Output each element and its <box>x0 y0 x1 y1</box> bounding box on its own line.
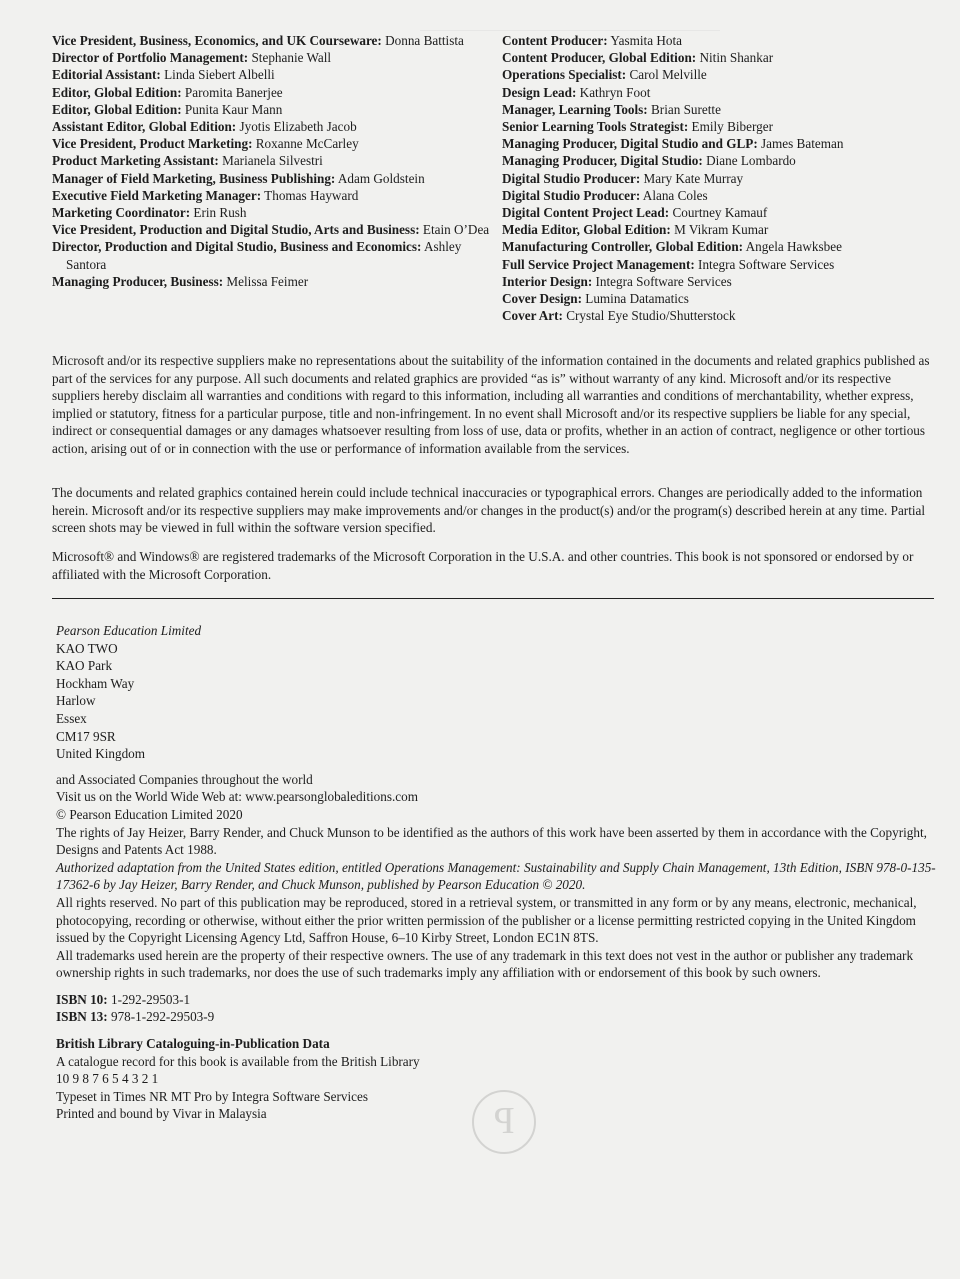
credit-role: Cover Art: <box>502 308 563 324</box>
credit-entry <box>502 307 922 324</box>
cip-text: A catalogue record for this book is available from the British Library <box>56 1053 420 1069</box>
credit-entry <box>502 170 922 187</box>
credit-entry <box>502 101 922 118</box>
credit-role: Director, Production and Digital Studio, Business and Economics: <box>52 239 422 255</box>
credit-entry <box>502 32 922 49</box>
credit-role: Vice President, Product Marketing: <box>52 136 253 152</box>
production-credits <box>52 32 922 324</box>
credit-name: Emily Biberger <box>688 119 773 135</box>
microsoft-disclaimer: Microsoft and/or its respective suppliers make no representations about the suitability of the information contained in the documents and related graphics published as part of the services for any purpose. All such documents and related graphics are provided “as is” without warranty of any kind. Microsoft and/or its respective suppliers hereby disclaim all warranties and conditions with regard to this information, including all warranties and conditions of merchantability, whether express, implied or statutory, fitness for a particular purpose, title and non-infringement. In no event shall Microsoft and/or its respective suppliers be liable for any special, indirect or consequential damages or any damages whatsoever resulting from loss of use, data or profits, whether in an action of contract, negligence or other tortious action, arising out of or in connection with the use or performance of information available from the services. <box>52 353 930 456</box>
credit-entry <box>502 49 922 66</box>
credit-name: Linda Siebert Albelli <box>160 67 275 83</box>
credit-role: Assistant Editor, Global Edition: <box>52 119 237 135</box>
credit-entry <box>52 101 502 118</box>
credit-name: Nitin Shankar <box>696 50 774 66</box>
credit-role: Editor, Global Edition: <box>52 101 182 117</box>
credit-entry <box>502 152 922 169</box>
credit-role: Design Lead: <box>502 84 577 100</box>
credit-name: Brian Surette <box>647 101 721 117</box>
isbn-13: ISBN 13: 978-1-292-29503-9 <box>56 1009 215 1025</box>
credit-name: Mary Kate Murray <box>640 170 744 186</box>
credit-name: James Bateman <box>757 136 844 152</box>
section-divider <box>52 598 934 599</box>
publisher-name: Pearson Education Limited <box>56 623 202 638</box>
copyright-line: © Pearson Education Limited 2020 <box>56 806 243 822</box>
cip-block <box>56 1035 936 1070</box>
credit-entry <box>52 187 502 204</box>
credit-entry <box>502 66 922 83</box>
credit-role: Manufacturing Controller, Global Edition: <box>502 239 744 255</box>
credit-name: Etain O’Dea <box>419 222 490 238</box>
credit-entry <box>52 32 502 49</box>
credit-role: Digital Content Project Lead: <box>502 205 670 221</box>
show-through-decoration <box>420 0 720 31</box>
credit-name: Diane Lombardo <box>702 153 796 169</box>
credit-role: Operations Specialist: <box>502 67 627 83</box>
credit-role: Managing Producer, Digital Studio and GLP: <box>502 136 758 152</box>
credit-entry <box>52 49 502 66</box>
credit-entry <box>52 152 502 169</box>
credit-name: Adam Goldstein <box>335 170 425 186</box>
credit-entry <box>52 273 502 290</box>
microsoft-accuracy-notice: The documents and related graphics contained herein could include technical inaccuracies or typographical errors. Changes are periodically added to the information herein. Microsoft and/or its respective suppliers may make improvements and/or changes in the product(s) and/or the program(s) described herein at any time. Partial screen shots may be viewed in full within the software version specified. <box>52 485 926 536</box>
credit-name: Angela Hawksbee <box>743 239 842 255</box>
credit-entry <box>502 256 922 273</box>
credit-name: Crystal Eye Studio/Shutterstock <box>562 308 736 324</box>
credit-entry <box>502 273 922 290</box>
credit-role: Vice President, Business, Economics, and UK Courseware: <box>52 33 382 48</box>
credit-role: Content Producer, Global Edition: <box>502 50 697 66</box>
credit-role: Editorial Assistant: <box>52 67 161 83</box>
credit-entry <box>52 238 502 272</box>
credit-role: Managing Producer, Business: <box>52 273 224 289</box>
credit-role: Director of Portfolio Management: <box>52 50 249 66</box>
credit-entry <box>502 204 922 221</box>
credit-role: Digital Studio Producer: <box>502 187 641 203</box>
credit-entry <box>502 135 922 152</box>
credit-role: Marketing Coordinator: <box>52 205 191 221</box>
credit-name: Melissa Feimer <box>223 273 309 289</box>
credit-role: Interior Design: <box>502 273 593 289</box>
credit-role: Content Producer: <box>502 33 608 48</box>
credit-name: Lumina Datamatics <box>581 291 689 307</box>
address-line: KAO Park <box>56 658 113 674</box>
address-line: CM17 9SR <box>56 728 116 744</box>
associated-companies: and Associated Companies throughout the world <box>56 771 313 787</box>
typeset-line: Typeset in Times NR MT Pro by Integra Software Services <box>56 1088 369 1104</box>
microsoft-trademark-notice: Microsoft® and Windows® are registered trademarks of the Microsoft Corporation in the U.S.A. and other countries. This book is not sponsored or endorsed by or affiliated with the Microsoft Corporation. <box>52 549 914 582</box>
credit-role: Product Marketing Assistant: <box>52 153 219 169</box>
credit-name: Thomas Hayward <box>261 187 359 203</box>
all-rights-reserved: All rights reserved. No part of this publication may be reproduced, stored in a retrieval system, or transmitted in any form or by any means, electronic, mechanical, photocopying, recording or otherwise, without either the prior written permission of the publisher or a license permitting restricted copying in the United Kingdom issued by the Copyright Licensing Agency Ltd, Saffron House, 6–10 Kirby Street, London EC1N 8TS. <box>56 894 917 946</box>
credit-name: Punita Kaur Mann <box>181 101 283 117</box>
credit-role: Senior Learning Tools Strategist: <box>502 119 689 135</box>
address-line: Harlow <box>56 693 96 709</box>
pearson-logo-show-through: P <box>472 1090 536 1154</box>
credit-name: Courtney Kamauf <box>669 205 768 221</box>
credit-name: Paromita Banerjee <box>181 84 283 100</box>
credit-entry <box>52 84 502 101</box>
credit-name: Stephanie Wall <box>248 50 332 66</box>
credit-name: Integra Software Services <box>694 256 835 272</box>
printed-line: Printed and bound by Vivar in Malaysia <box>56 1106 267 1122</box>
credit-name: Donna Battista <box>381 33 464 48</box>
credits-right-column <box>502 32 922 324</box>
credits-left-column <box>52 32 502 324</box>
credit-role: Media Editor, Global Edition: <box>502 222 671 238</box>
credit-role: Managing Producer, Digital Studio: <box>502 153 703 169</box>
credit-name: Carol Melville <box>626 67 707 83</box>
website-line: Visit us on the World Wide Web at: www.pearsonglobaleditions.com <box>56 789 418 805</box>
credit-entry <box>502 187 922 204</box>
moral-rights: The rights of Jay Heizer, Barry Render, and Chuck Munson to be identified as the authors of this work have been asserted by them in accordance with the Copyright, Designs and Patents Act 1988. <box>56 824 927 858</box>
credit-entry <box>52 135 502 152</box>
credit-role: Manager of Field Marketing, Business Publishing: <box>52 170 336 186</box>
credit-role: Editor, Global Edition: <box>52 84 182 100</box>
cip-heading: British Library Cataloguing-in-Publication Data <box>56 1036 330 1052</box>
credit-entry <box>52 221 502 238</box>
credit-name: Integra Software Services <box>592 273 732 289</box>
credit-role: Digital Studio Producer: <box>502 170 641 186</box>
publisher-address <box>56 640 936 763</box>
credit-name: Yasmita Hota <box>607 33 682 48</box>
credit-entry <box>502 84 922 101</box>
credit-role: Full Service Project Management: <box>502 256 695 272</box>
credit-name: Marianela Silvestri <box>218 153 323 169</box>
isbn-10: ISBN 10: 1-292-29503-1 <box>56 991 191 1007</box>
credit-entry <box>502 118 922 135</box>
address-line: Essex <box>56 710 87 726</box>
credit-entry <box>52 118 502 135</box>
printing-line: 10 9 8 7 6 5 4 3 2 1 <box>56 1071 159 1087</box>
credit-name: Jyotis Elizabeth Jacob <box>236 119 357 135</box>
credit-role: Vice President, Production and Digital Studio, Arts and Business: <box>52 222 420 238</box>
credit-name: Roxanne McCarley <box>252 136 359 152</box>
authorized-adaptation: Authorized adaptation from the United States edition, entitled Operations Management: Sustainability and Supply Chain Management, 13th Edition, ISBN 978-0-135-17362-6 by Jay Heizer, Barry Render, and Chuck Munson, published by Pearson Education © 2020. <box>56 859 936 893</box>
credit-role: Manager, Learning Tools: <box>502 101 648 117</box>
credit-role: Executive Field Marketing Manager: <box>52 187 262 203</box>
credit-name: M Vikram Kumar <box>670 222 769 238</box>
credit-entry <box>52 170 502 187</box>
credit-name: Erin Rush <box>190 205 247 221</box>
trademark-notice: All trademarks used herein are the property of their respective owners. The use of any trademark in this text does not vest in the author or publisher any trademark ownership rights in such trademarks, nor does the use of such trademarks imply any affiliation with or endorsement of this book by such owners. <box>56 947 914 981</box>
credit-entry <box>502 221 922 238</box>
isbn-block <box>56 991 936 1026</box>
credit-entry <box>52 204 502 221</box>
credit-name: Kathryn Foot <box>576 84 651 100</box>
credit-role: Cover Design: <box>502 291 582 307</box>
imprint-section <box>56 622 936 1123</box>
address-line: KAO TWO <box>56 640 118 656</box>
credit-entry <box>502 238 922 255</box>
address-line: United Kingdom <box>56 746 146 762</box>
credit-name: Alana Coles <box>640 187 708 203</box>
credit-entry <box>52 66 502 83</box>
address-line: Hockham Way <box>56 675 135 691</box>
credit-name: Ashley Santora <box>66 239 462 272</box>
credit-entry <box>502 290 922 307</box>
